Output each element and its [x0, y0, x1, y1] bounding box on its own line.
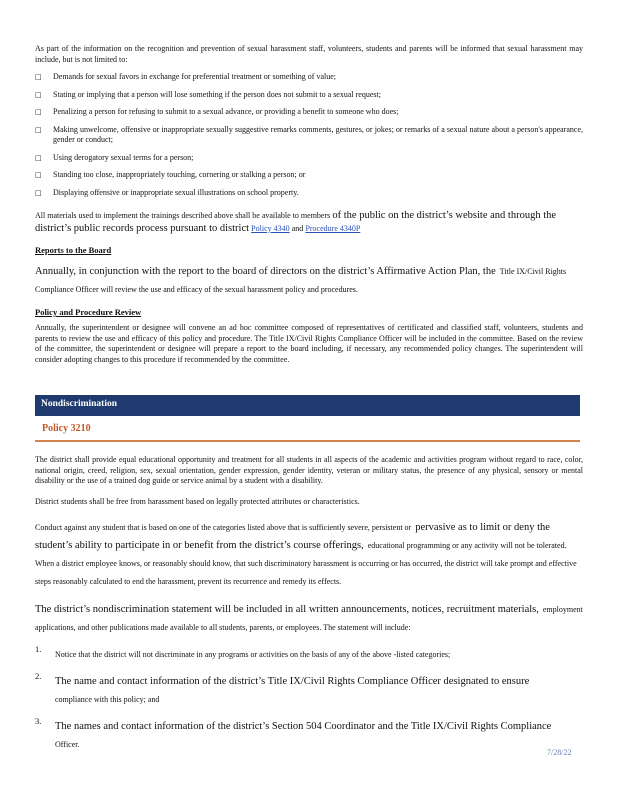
nondiscrimination-paragraph-1: The district shall provide equal educational opportunity and treatment for all students in all aspects of the academic and activities program without regard to race, color, national origin, creed, religion, sex, sexual orientation, gender expression, gender identity, veteran or military status, the presence of any physical, sensory or mental disability or the use of a trained dog guide or service animal by a student with a disability. — [35, 455, 583, 485]
policy-title: Policy 3210 — [42, 423, 91, 434]
footer-date: 7/28/22 — [547, 748, 572, 757]
nondiscrimination-paragraph-2: District students shall be free from harassment based on legally protected attributes or characteristics. — [35, 496, 360, 506]
list-item: □ Demands for sexual favors in exchange for preferential treatment or something of value; — [35, 72, 337, 81]
nondiscrimination-body — [35, 455, 583, 752]
bullet-icon: □ — [35, 188, 42, 197]
document-body — [35, 44, 583, 365]
review-paragraph: Annually, the superintendent or designee will convene an ad hoc committee composed of representatives of certificated and classified staff, volunteers, students and parents to review the use and efficacy of this policy and procedure. The Title IX/Civil Rights Compliance Officer will be included in the committee. Based on the review of the committee, the superintendent or designee will prepare a report to the board including, if necessary, any recommended policy changes. The superintendent will consider adopting changes to this procedure if recommended by the committee. — [35, 323, 583, 364]
policy-4340-link[interactable]: Policy 4340 — [251, 223, 290, 233]
intro-paragraph: As part of the information on the recognition and prevention of sexual harassment staff, volunteers, students and parents will be informed that sexual harassment may include, but is not limited to: — [35, 44, 583, 64]
bullet-icon: □ — [35, 125, 42, 134]
list-item: □ Displaying offensive or inappropriate sexual illustrations on school property. — [35, 187, 299, 197]
materials-paragraph: All materials used to implement the trainings described above shall be available to members of the public on the district’s website and through the district’s public records process pursuant to district Policy 4340 and Procedure 4340P — [35, 210, 557, 234]
bullet-icon: □ — [35, 171, 42, 179]
bullet-icon: □ — [35, 90, 42, 99]
bullet-icon: □ — [35, 153, 42, 162]
list-item: 2. The name and contact information of the district’s Title IX/Civil Rights Compliance Officer designated to ensure compliance with this policy; and — [35, 671, 530, 704]
reports-paragraph: Annually, in conjunction with the report to the board of directors on the district’s Affirmative Action Plan, the Title IX/Civil Rights Compliance Officer will review the use and efficacy of the sexual harassment policy and procedures. — [35, 266, 567, 294]
list-item: □ Using derogatory sexual terms for a person; — [35, 152, 194, 162]
list-item: 3. The names and contact information of the district’s Section 504 Coordinator and the Title IX/Civil Rights Compliance Officer. — [35, 716, 552, 749]
list-item: □ Penalizing a person for refusing to submit to a sexual advance, or providing a benefit to someone who does; — [35, 107, 399, 116]
review-heading: Policy and Procedure Review — [35, 307, 142, 317]
nondiscrimination-paragraph-3: Conduct against any student that is based on one of the categories listed above that is sufficiently severe, persistent or pervasive as to limit or deny the student’s ability to participate in or benefit from the district’s course offerings, educational programming or any activity will not be tolerated. When a district employee knows, or reasonably should know, that such discriminatory harassment is occurring or has occurred, the district will take prompt and effective steps reasonably calculated to end the harassment, prevent its recurrence and remedy its effects. — [35, 522, 577, 586]
nondiscrimination-paragraph-4: The district’s nondiscrimination statement will be included in all written announcements, notices, recruitment materials, employment applications, and other publications made available to all students, parents, or employees. The statement will include: — [35, 604, 583, 632]
reports-heading: Reports to the Board — [35, 245, 112, 255]
section-header-bar — [35, 395, 580, 416]
divider — [35, 440, 580, 442]
bullet-icon: □ — [35, 108, 42, 116]
harassment-examples-list — [35, 72, 583, 198]
procedure-4340p-link[interactable]: Procedure 4340P — [305, 223, 361, 233]
section-title: Nondiscrimination — [41, 399, 118, 409]
bullet-icon: □ — [35, 73, 42, 81]
list-item: □ Making unwelcome, offensive or inappropriate sexually suggestive remarks comments, gestures, or jokes; or remarks of a sexual nature about a person's appearance, gender or conduct; — [35, 124, 583, 144]
list-item: □ Standing too close, inappropriately touching, cornering or stalking a person; or — [35, 170, 306, 179]
list-item: 1. Notice that the district will not discriminate in any programs or activities on the basis of any of the above -listed categories; — [35, 644, 451, 659]
list-item: □ Stating or implying that a person will lose something if the person does not submit to a sexual request; — [35, 89, 381, 99]
